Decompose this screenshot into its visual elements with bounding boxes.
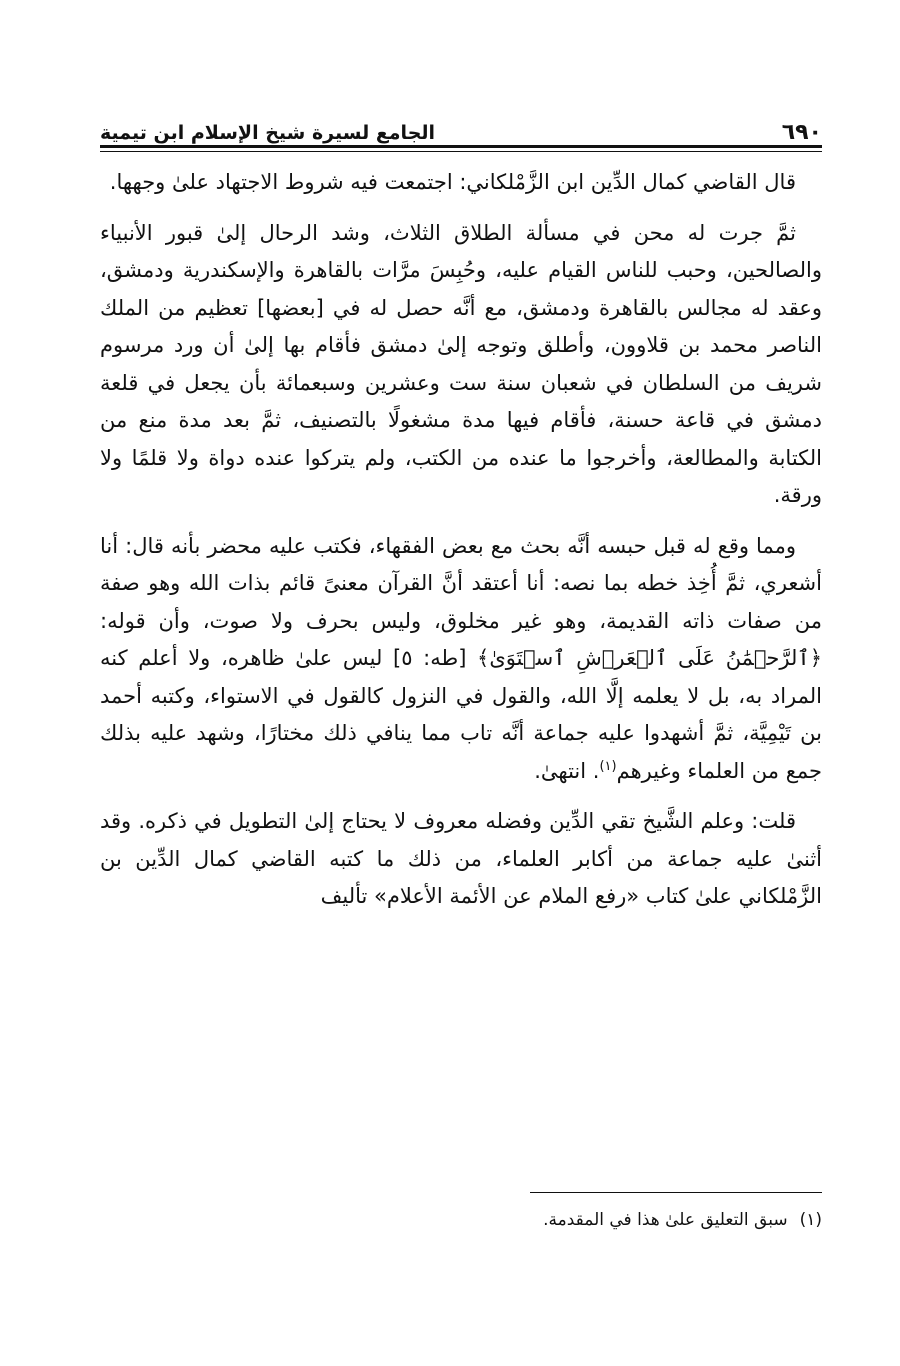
paragraph-3 [100,528,822,791]
paragraph-4: قلت: وعلم الشَّيخ تقي الدِّين وفضله معروف لا يحتاج إلىٰ التطويل في ذكره. وقد أثنىٰ عليه جماعة من أكابر العلماء، من ذلك ما كتبه القاضي كمال الدِّين بن الزَّمْلكاني علىٰ كتاب «رفع الملام عن الأئمة الأعلام» تأليف [100,809,822,908]
footnote-marker[interactable]: (١) [599,758,617,774]
paragraph-1: قال القاضي كمال الدِّين ابن الزَّمْلكاني: اجتمعت فيه شروط الاجتهاد علىٰ وجهها. [109,170,796,194]
paragraph-2: ثمَّ جرت له محن في مسألة الطلاق الثلاث، وشد الرحال إلىٰ قبور الأنبياء والصالحين، وحبب للناس القيام عليه، وحُبِسَ مرَّات بالقاهرة والإسكندرية ودمشق، وعقد له مجالس بالقاهرة ودمشق، مع أنَّه حصل له في [بعضها] تعظيم من الملك الناصر محمد بن قلاوون، وأطلق وتوجه إلىٰ دمشق فأقام بها إلىٰ أن ورد مرسوم شريف من السلطان في شعبان سنة ست وعشرين وسبعمائة بأن يجعل في قلعة دمشق في قاعة حسنة، فأقام فيها مدة مشغولًا بالتصنيف، ثمَّ بعد مدة منع من الكتابة والمطالعة، وأخرجوا ما عنده من الكتب، ولم يتركوا عنده دواة ولا قلمًا ولا ورقة. [100,220,822,507]
main-text [100,164,822,929]
footnote-separator [530,1192,822,1193]
page-number: ٦٩٠ [781,120,822,145]
footnote [100,1205,822,1235]
header-rule-thin [100,151,822,152]
paragraph-3-ending: . انتهىٰ. [534,758,600,783]
running-header [100,106,822,146]
book-title: الجامع لسيرة شيخ الإسلام ابن تيمية [100,122,436,144]
footnote-number: (١) [799,1210,822,1230]
paragraph-3-text: ومما وقع له قبل حبسه أنَّه بحث مع بعض الفقهاء، فكتب عليه محضر بأنه قال: أنا أشعري، ثمَّ أُخِذ خطه بما نصه: أنا أعتقد أنَّ القرآن معنىً قائم بذات الله وهو صفة من صفات ذاته القديمة، وهو غير مخلوق، وليس بحرف ولا صوت، وأن قوله: ﴿ٱلرَّحۡمَٰنُ عَلَى ٱلۡعَرۡشِ ٱسۡتَوَىٰ﴾ [طه: ٥] ليس علىٰ ظاهره، ولا أعلم كنه المراد به، بل لا يعلمه إلَّا الله، والقول في النزول كالقول في الاستواء، وكتبه أحمد بن تَيْمِيَّة، ثمَّ أشهدوا عليه جماعة أنَّه تاب مما ينافي ذلك مختارًا، وشهد عليه بذلك جمع من العلماء وغيرهم [100,533,822,783]
header-rule-thick [100,145,822,148]
footnote-text: سبق التعليق علىٰ هذا في المقدمة. [543,1210,788,1230]
